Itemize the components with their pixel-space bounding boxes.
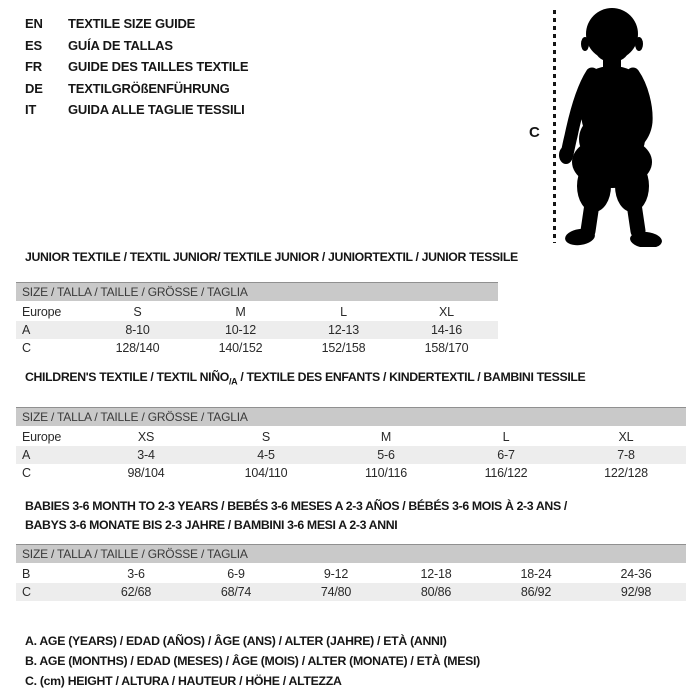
size-cell: S [261,430,271,444]
value-cell: 5-6 [377,448,395,462]
value-cell: 14-16 [431,323,462,337]
value-cell: 62/68 [120,585,152,599]
value-cell: 9-12 [323,567,349,581]
value-cell: 18-24 [520,567,552,581]
value-cell: 104/110 [244,466,288,480]
legend-line-b: B. AGE (MONTHS) / EDAD (MESES) / ÂGE (MOIS) / ALTER (MONATE) / ETÀ (MESI) [25,654,480,668]
legend [25,631,480,691]
size-cell: M [235,305,246,319]
size-cell: XS [137,430,155,444]
lang-code: ES [25,37,42,53]
value-cell: 3-4 [137,448,155,462]
lang-row-de [25,78,248,100]
lang-row-es [25,35,248,57]
babies-title-line2: BABYS 3-6 MONATE BIS 2-3 JAHRE / BAMBINI 3-6 MESI A 2-3 ANNI [25,518,398,532]
value-cell: 140/152 [218,341,263,355]
lang-code: DE [25,80,43,96]
figure-measure-label: C [529,124,540,141]
row-label: A [22,323,31,337]
children-section-title [25,370,585,386]
babies-table [16,544,686,601]
size-header-band: SIZE / TALLA / TAILLE / GRÖSSE / TAGLIA [16,544,686,563]
row-label: B [22,567,31,581]
row-label: C [22,585,31,599]
lang-title: GUÍA DE TALLAS [68,37,173,53]
lang-code: IT [25,102,37,117]
lang-title: GUIDA ALLE TAGLIE TESSILI [68,102,245,117]
table-row-height [16,464,686,482]
value-cell: 6-9 [227,567,245,581]
babies-title-line1: BABIES 3-6 MONTH TO 2-3 YEARS / BEBÉS 3-6 MESES A 2-3 AÑOS / BÉBÉS 3-6 MOIS À 2-3 ANS / [25,499,567,513]
lang-row-en [25,13,248,35]
size-cell: L [340,305,347,319]
value-cell: 4-5 [257,448,275,462]
value-cell: 110/116 [365,466,407,480]
table-row-age [16,321,498,339]
toddler-silhouette-icon [550,4,675,247]
value-cell: 74/80 [320,585,352,599]
value-cell: 8-10 [125,323,150,337]
lang-title: TEXTILE SIZE GUIDE [68,16,196,31]
size-header-band: SIZE / TALLA / TAILLE / GRÖSSE / TAGLIA [16,407,686,426]
table-row-europe [16,303,498,321]
size-cell: L [502,430,510,444]
size-cell: S [133,305,142,319]
table-row-age [16,446,686,464]
value-cell: 122/128 [604,466,648,480]
value-cell: 128/140 [115,341,160,355]
row-label: Europe [22,305,62,319]
size-cell: M [380,430,392,444]
table-row-height [16,583,686,601]
value-cell: 7-8 [617,448,635,462]
lang-title: TEXTILGRÖßENFÜHRUNG [68,80,230,96]
value-cell: 3-6 [127,567,145,581]
table-row-europe [16,428,686,446]
row-label: C [22,466,31,480]
value-cell: 116/122 [484,466,528,480]
size-header-band: SIZE / TALLA / TAILLE / GRÖSSE / TAGLIA [16,282,498,301]
value-cell: 86/92 [520,585,552,599]
table-row-months [16,565,686,583]
row-label: C [22,341,31,355]
size-cell: XL [439,305,454,319]
lang-code: FR [25,59,42,74]
lang-title: GUIDE DES TAILLES TEXTILE [68,59,249,74]
children-title-subscript: /A [228,376,238,387]
value-cell: 158/170 [424,341,469,355]
legend-line-a: A. AGE (YEARS) / EDAD (AÑOS) / ÂGE (ANS) / ALTER (JAHRE) / ETÀ (ANNI) [25,634,447,648]
value-cell: 80/86 [420,585,452,599]
value-cell: 12-13 [328,323,359,337]
children-title-post: / TEXTILE DES ENFANTS / KINDERTEXTIL / BAMBINI TESSILE [237,370,586,384]
lang-code: EN [25,16,43,31]
value-cell: 152/158 [321,341,366,355]
value-cell: 68/74 [220,585,252,599]
legend-line-c: C. (cm) HEIGHT / ALTURA / HAUTEUR / HÖHE / ALTEZZA [25,674,342,688]
value-cell: 12-18 [420,567,452,581]
babies-section-title [25,497,645,535]
lang-row-it [25,99,248,121]
row-label: Europe [22,430,62,444]
junior-table [16,282,498,357]
value-cell: 24-36 [620,567,652,581]
junior-section-title: JUNIOR TEXTILE / TEXTIL JUNIOR/ TEXTILE JUNIOR / JUNIORTEXTIL / JUNIOR TESSILE [25,250,518,264]
table-row-height [16,339,498,357]
size-cell: XL [618,430,634,444]
value-cell: 92/98 [620,585,652,599]
value-cell: 10-12 [225,323,256,337]
children-table [16,407,686,482]
row-label: A [22,448,31,462]
language-title-list [25,13,248,121]
lang-row-fr [25,56,248,78]
value-cell: 98/104 [127,466,165,480]
value-cell: 6-7 [497,448,515,462]
children-title-pre: CHILDREN'S TEXTILE / TEXTIL NIÑO [25,370,229,384]
